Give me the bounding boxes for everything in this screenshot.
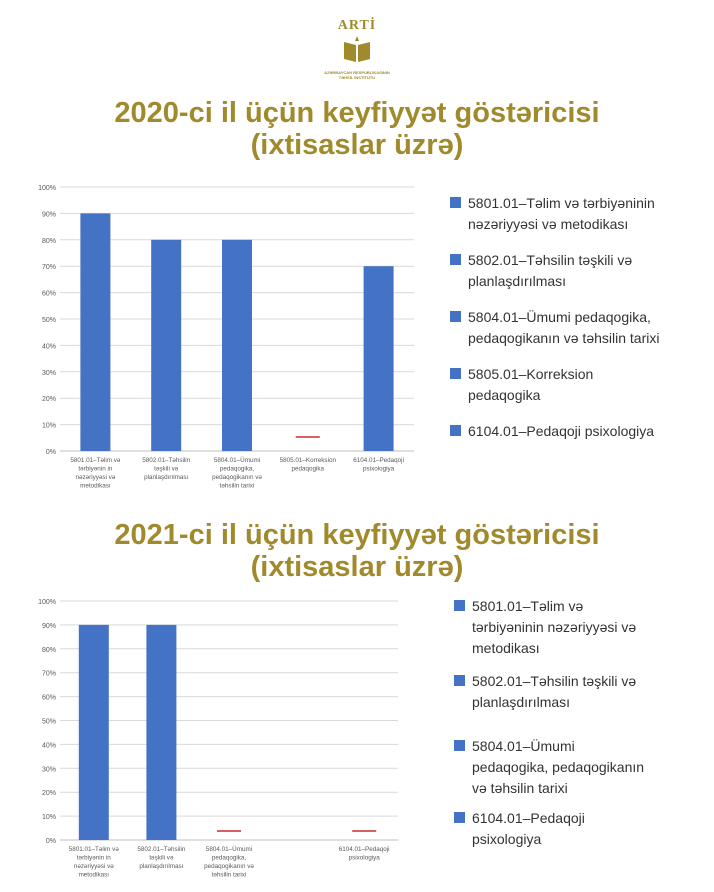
y-tick-label: 40% (41, 343, 56, 351)
y-tick-label: 30% (41, 369, 56, 377)
bar (146, 625, 176, 840)
chart-2021-title-line1: 2021-ci il üçün keyfiyyət göstəricisi (114, 519, 600, 551)
legend-label: metodikası (472, 640, 540, 656)
legend-label: 5801.01–Təlim və tərbiyəninin (468, 195, 655, 211)
x-tick-label: psixologiya (363, 465, 395, 473)
legend-swatch (450, 425, 461, 436)
y-tick-label: 60% (41, 290, 56, 298)
x-tick-label: pedaqogikanın və (204, 863, 254, 870)
legend-label: 5802.01–Təhsilin təşkili və (472, 673, 637, 689)
legend-label: 5801.01–Təlim və (472, 598, 584, 614)
x-tick-label: nəzəriyyəsi və (73, 863, 114, 870)
y-tick-label: 80% (41, 646, 56, 654)
legend-2021 (454, 596, 710, 846)
bar (79, 625, 109, 840)
y-tick-label: 90% (41, 211, 56, 219)
legend-label: 6104.01–Pedaqoji psixologiya (468, 423, 655, 439)
x-tick-label: pedaqogikanın və (212, 474, 262, 481)
x-tick-label: 5801.01–Təlim və (70, 457, 121, 464)
y-tick-label: 100% (38, 599, 56, 606)
y-tick-label: 70% (41, 264, 56, 272)
x-tick-label: 5802.01–Təhsilin (142, 457, 191, 464)
y-tick-label: 100% (38, 185, 56, 192)
y-tick-label: 70% (41, 670, 56, 678)
legend-label: planlaşdırılması (472, 694, 571, 710)
y-tick-label: 0% (45, 449, 56, 456)
legend-label: və təhsilin tarixi (472, 780, 568, 796)
chart-2020-title-line2: (ixtisaslar üzrə) (250, 129, 464, 161)
x-tick-label: planlaşdırılması (139, 863, 184, 870)
x-tick-label: təhsilin tarixi (211, 871, 247, 879)
legend-label: 5805.01–Korreksion (468, 366, 594, 382)
y-tick-label: 30% (41, 766, 56, 774)
logo-title: ARTİ (337, 18, 377, 33)
legend-swatch (454, 600, 465, 611)
logo-subtitle-line1: AZƏRBAYCAN RESPUBLİKASININ (324, 70, 390, 75)
y-tick-label: 40% (41, 742, 56, 750)
y-tick-label: 60% (41, 694, 56, 702)
legend-label: 6104.01–Pedaqoji (472, 810, 585, 826)
legend-label: pedaqogika (468, 387, 541, 403)
x-tick-label: 5802.01–Təhsilin (137, 846, 186, 853)
y-tick-label: 50% (41, 718, 56, 726)
y-tick-label: 20% (41, 790, 56, 798)
x-tick-label: pedaqogika, (219, 465, 255, 473)
x-tick-label: psixologiya (348, 854, 380, 862)
legend-label: nəzəriyyəsi və metodikası (468, 216, 629, 232)
legend-label: pedaqogikanın və təhsilin tarixi (468, 330, 660, 346)
y-tick-label: 50% (41, 317, 56, 324)
y-tick-label: 10% (41, 814, 56, 822)
x-tick-label: metodikası (80, 482, 111, 490)
legend-label: 5804.01–Ümumi pedaqogika, (468, 309, 651, 325)
y-tick-label: 0% (45, 838, 56, 845)
legend-label: 5802.01–Təhsilin təşkili və (468, 252, 633, 268)
x-tick-label: təhsilin tarixi (219, 482, 255, 490)
legend-swatch (450, 368, 461, 379)
legend-label: tərbiyəninin nəzəriyyəsi və (472, 619, 637, 635)
x-tick-label: 6104.01–Pedaqoji (353, 457, 404, 464)
x-tick-label: 5804.01–Ümumi (205, 846, 253, 853)
legend-label: 5804.01–Ümumi (472, 738, 575, 754)
legend-label: pedaqogika, pedaqogikanın (472, 759, 645, 775)
legend-swatch (454, 740, 465, 751)
legend-swatch (454, 675, 465, 686)
logo-subtitle-line2: TƏHSİL İNSTİTUTU (338, 75, 376, 80)
x-tick-label: 5804.01–Ümumi (213, 457, 261, 464)
legend-2020 (450, 193, 710, 463)
y-tick-label: 10% (41, 422, 56, 430)
x-tick-label: pedaqogika (291, 465, 325, 473)
y-tick-label: 80% (41, 237, 56, 245)
y-tick-label: 20% (41, 396, 56, 404)
x-tick-label: metodikası (78, 871, 110, 879)
x-tick-label: təşkili və (154, 465, 179, 473)
chart-2021-title-line2: (ixtisaslar üzrə) (250, 551, 464, 583)
legend-swatch (450, 197, 461, 208)
x-tick-label: planlaşdırılması (144, 474, 189, 481)
x-tick-label: tərbiyənin in (76, 854, 111, 862)
x-tick-label: tərbiyənin in (78, 465, 113, 473)
x-tick-label: 6104.01–Pedaqoji (338, 846, 390, 853)
x-tick-label: nəzəriyyəsi və (75, 474, 116, 481)
legend-swatch (450, 254, 461, 265)
y-tick-label: 90% (41, 622, 56, 630)
legend-swatch (450, 311, 461, 322)
legend-label: psixologiya (472, 831, 542, 847)
chart-2020-title-line1: 2020-ci il üçün keyfiyyət göstəricisi (114, 97, 600, 129)
legend-swatch (454, 812, 465, 823)
x-tick-label: pedaqogika, (211, 854, 247, 862)
x-tick-label: 5805.01–Korreksion (279, 457, 336, 464)
legend-label: planlaşdırılması (468, 273, 567, 289)
x-tick-label: 5801.01–Təlim və (68, 846, 119, 853)
x-tick-label: təşkili və (149, 854, 174, 862)
